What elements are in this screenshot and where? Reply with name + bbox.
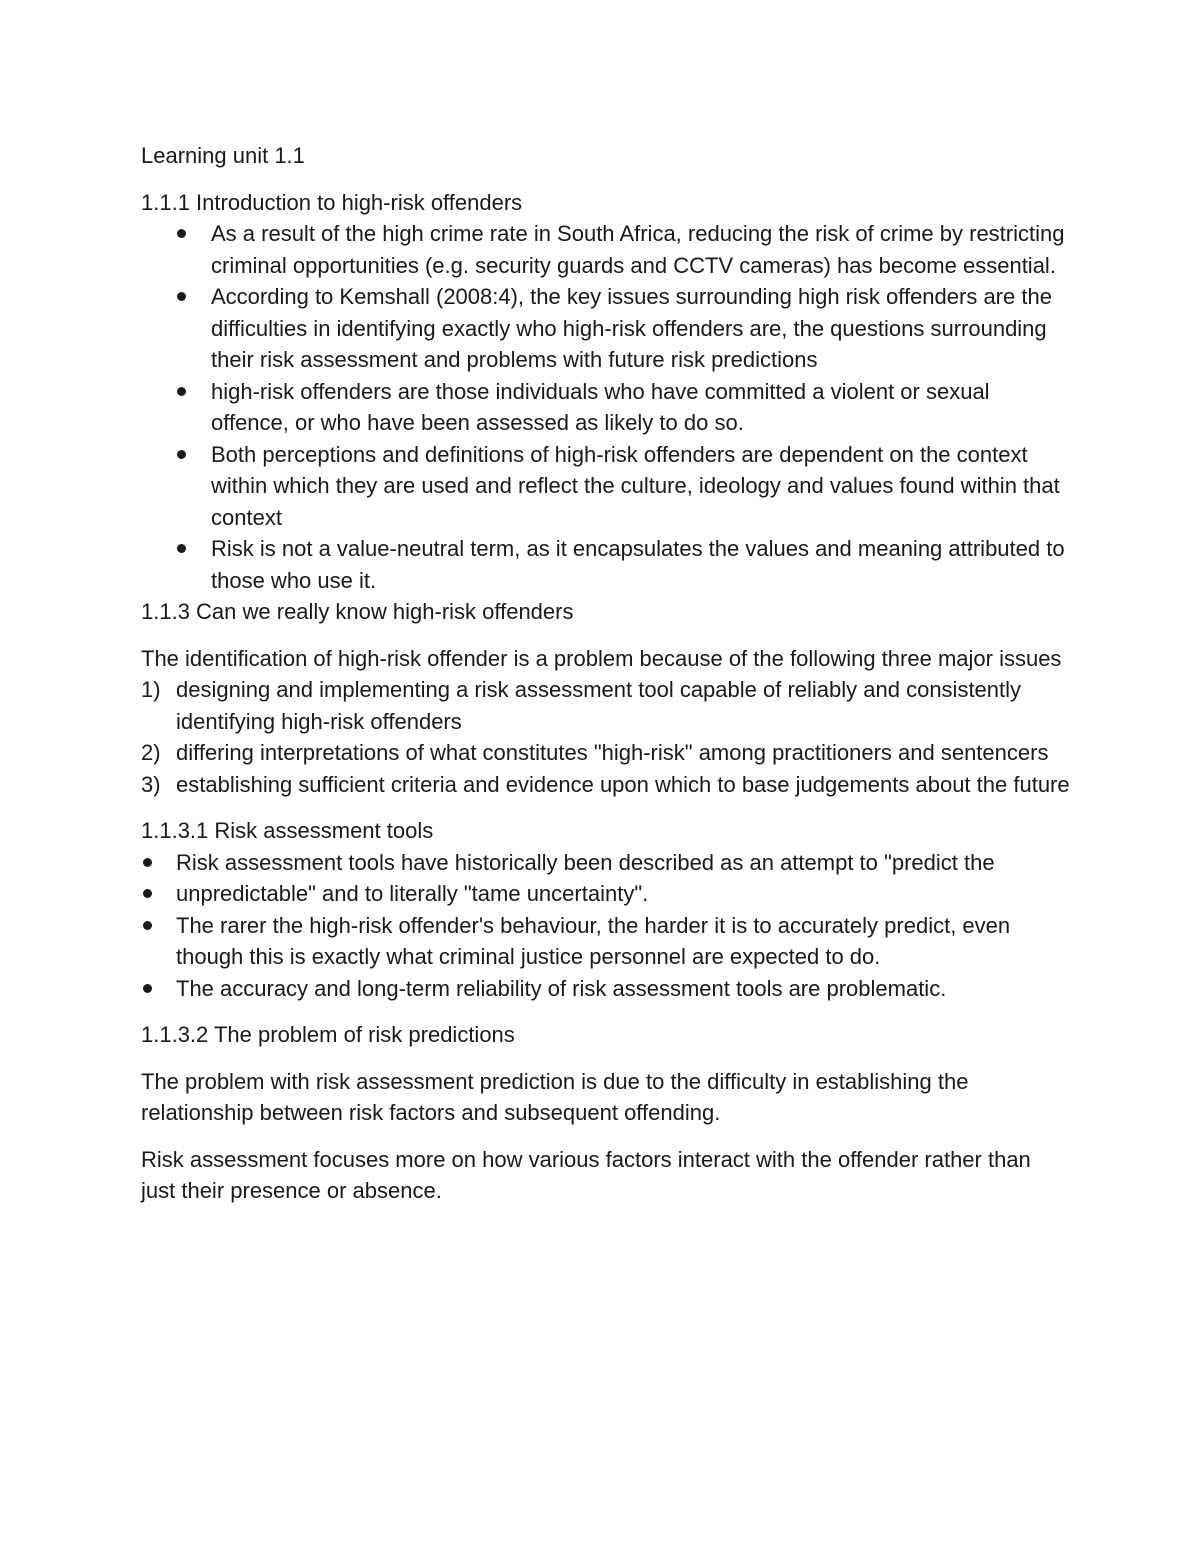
numbered-issue-list bbox=[141, 674, 1071, 800]
bullet-icon bbox=[177, 292, 186, 301]
section-intro-paragraph: The identification of high-risk offender is a problem because of the following three major issues bbox=[141, 645, 1062, 671]
bullet-icon bbox=[177, 387, 186, 396]
bullet-icon bbox=[143, 921, 152, 930]
bullet-icon bbox=[143, 984, 152, 993]
bullet-icon bbox=[177, 544, 186, 553]
list-item: Risk is not a value-neutral term, as it encapsulates the values and meaning attributed to those who use it. bbox=[141, 533, 1071, 596]
bullet-icon bbox=[177, 450, 186, 459]
body-paragraph: The problem with risk assessment prediction is due to the difficulty in establishing the relationship between risk factors and subsequent offending. bbox=[141, 1068, 969, 1125]
list-item: Both perceptions and definitions of high-risk offenders are dependent on the context within which they are used and reflect the culture, ideology and values found within that context bbox=[141, 439, 1071, 534]
body-paragraph: Risk assessment focuses more on how various factors interact with the offender rather than just their presence or absence. bbox=[141, 1146, 1031, 1203]
list-item: 2) differing interpretations of what constitutes "high-risk" among practitioners and sentencers bbox=[141, 740, 1049, 765]
list-item: According to Kemshall (2008:4), the key issues surrounding high risk offenders are the difficulties in identifying exactly who high-risk offenders are, the questions surrounding their risk assessment and problems with future risk predictions bbox=[141, 281, 1071, 376]
section-heading-1-1-3-2: 1.1.3.2 The problem of risk predictions bbox=[141, 1022, 515, 1047]
list-item: unpredictable" and to literally "tame uncertainty". bbox=[141, 878, 1071, 910]
bullet-icon bbox=[143, 858, 152, 867]
bullet-list-intro bbox=[141, 218, 1071, 596]
list-item: The rarer the high-risk offender's behaviour, the harder it is to accurately predict, even though this is exactly what criminal justice personnel are expected to do. bbox=[141, 910, 1071, 973]
list-item: The accuracy and long-term reliability of risk assessment tools are problematic. bbox=[141, 973, 1071, 1005]
list-item: As a result of the high crime rate in South Africa, reducing the risk of crime by restricting criminal opportunities (e.g. security guards and CCTV cameras) has become essential. bbox=[141, 218, 1071, 281]
list-item: Risk assessment tools have historically been described as an attempt to "predict the bbox=[141, 847, 1071, 879]
document-page bbox=[141, 140, 1071, 1207]
section-heading-1-1-3: 1.1.3 Can we really know high-risk offenders bbox=[141, 599, 574, 624]
bullet-icon bbox=[143, 889, 152, 898]
bullet-icon bbox=[177, 229, 186, 238]
section-heading-1-1-3-1: 1.1.3.1 Risk assessment tools bbox=[141, 818, 434, 843]
document-title: Learning unit 1.1 bbox=[141, 143, 305, 168]
section-heading-1-1-1: 1.1.1 Introduction to high-risk offenders bbox=[141, 189, 523, 215]
bullet-list-tools bbox=[141, 847, 1071, 1005]
list-item: 1) designing and implementing a risk assessment tool capable of reliably and consistently identifying high-risk offenders bbox=[141, 677, 1022, 734]
list-item: 3) establishing sufficient criteria and evidence upon which to base judgements about the future bbox=[141, 771, 1070, 797]
list-item: high-risk offenders are those individuals who have committed a violent or sexual offence, or who have been assessed as likely to do so. bbox=[141, 376, 1071, 439]
